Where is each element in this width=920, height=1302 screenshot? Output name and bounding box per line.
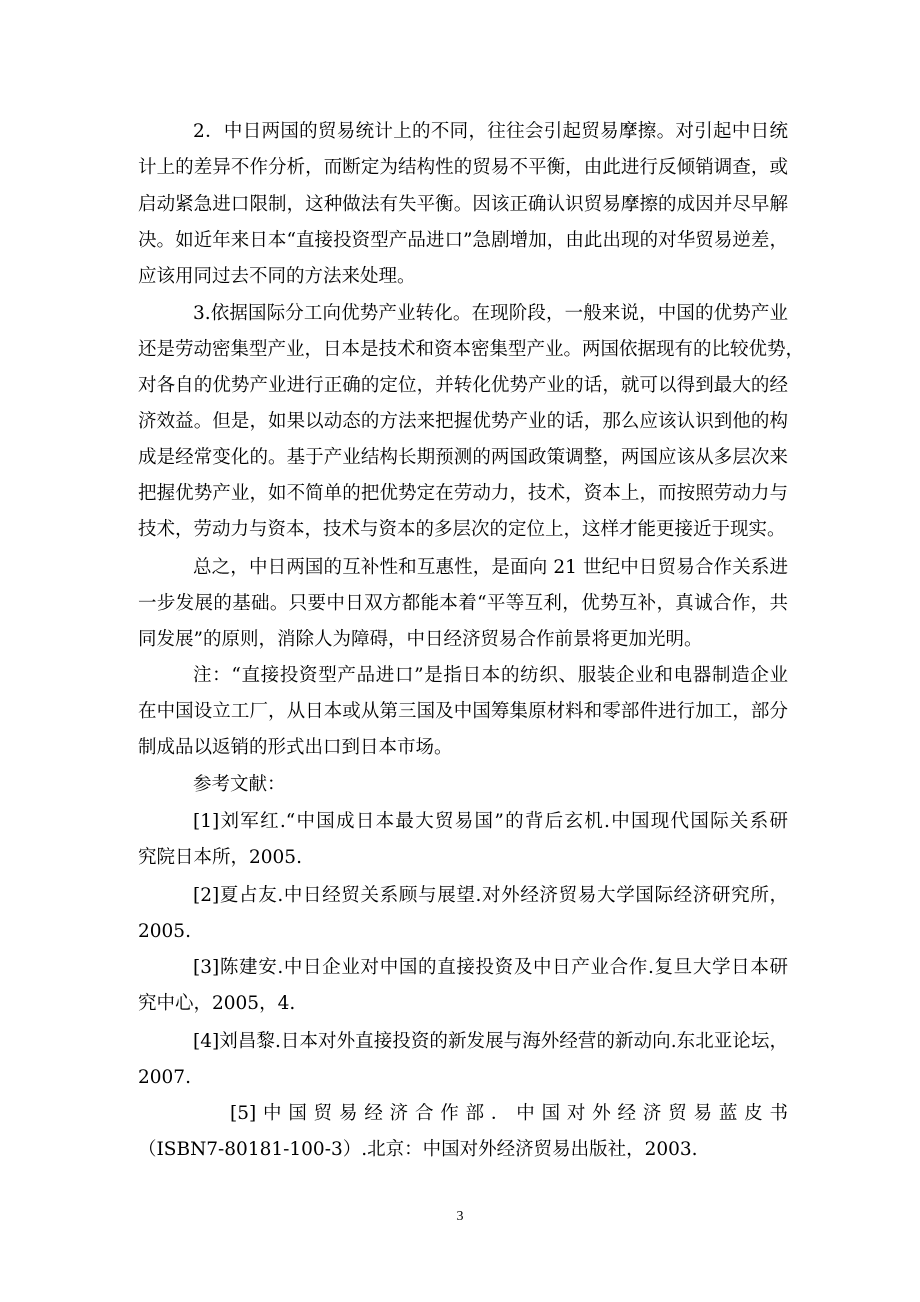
reference-5-line-2: （ISBN7-80181-100-3）.北京：中国对外经济贸易出版社，2003.: [138, 1139, 698, 1160]
summary-line-2: 一步发展的基础。只要中日双方都能本着“平等互利，优势互补，真诚合作，共: [138, 593, 788, 614]
paragraph-2-line-3: 启动紧急进口限制，这种做法有失平衡。因该正确认识贸易摩擦的成因并尽早解: [138, 194, 788, 215]
note-line-1: 注：“直接投资型产品进口”是指日本的纺织、服装企业和电器制造企业: [193, 665, 788, 686]
reference-3-line-2: 究中心，2005，4.: [138, 993, 296, 1014]
paragraph-3-line-7: 技术，劳动力与资本，技术与资本的多层次的定位上，这样才能更接近于现实。: [138, 519, 786, 540]
reference-1-line-2: 究院日本所，2005.: [138, 847, 302, 868]
summary-line-1: 总之，中日两国的互补性和互惠性，是面向 21 世纪中日贸易合作关系进: [193, 557, 788, 578]
reference-1-line-1: [1]刘军红.“中国成日本最大贸易国”的背后玄机.中国现代国际关系研: [193, 811, 788, 832]
paragraph-2-line-1: 2．中日两国的贸易统计上的不同，往往会引起贸易摩擦。对引起中日统: [193, 121, 788, 142]
references-heading: 参考文献：: [193, 774, 286, 795]
reference-4-line-2: 2007.: [138, 1067, 191, 1088]
reference-4-line-1: [4]刘昌黎.日本对外直接投资的新发展与海外经营的新动向.东北亚论坛，: [193, 1031, 788, 1052]
note-line-2: 在中国设立工厂，从日本或从第三国及中国筹集原材料和零部件进行加工，部分: [138, 701, 788, 722]
paragraph-3-line-6: 把握优势产业，如不简单的把优势定在劳动力，技术，资本上，而按照劳动力与: [138, 483, 788, 504]
paragraph-3-line-1: 3.依据国际分工向优势产业转化。在现阶段，一般来说，中国的优势产业: [193, 303, 788, 324]
paragraph-2-line-2: 计上的差异不作分析，而断定为结构性的贸易不平衡，由此进行反倾销调查，或: [138, 157, 788, 178]
paragraph-3-line-3: 对各自的优势产业进行正确的定位，并转化优势产业的话，就可以得到最大的经: [138, 375, 788, 396]
reference-2-line-2: 2005.: [138, 921, 191, 942]
page-number: 3: [456, 1209, 464, 1224]
paragraph-3-line-5: 成是经常变化的。基于产业结构长期预测的两国政策调整，两国应该从多层次来: [138, 447, 788, 468]
reference-5-line-1: [5]中国贸易经济合作部．中国对外经济贸易蓝皮书: [230, 1103, 788, 1124]
reference-3-line-1: [3]陈建安.中日企业对中国的直接投资及中日产业合作.复旦大学日本研: [193, 957, 788, 978]
paragraph-2-line-4: 决。如近年来日本“直接投资型产品进口”急剧增加，由此出现的对华贸易逆差，: [138, 230, 788, 251]
paragraph-3-line-4: 济效益。但是，如果以动态的方法来把握优势产业的话，那么应该认识到他的构: [138, 411, 788, 432]
note-line-3: 制成品以返销的形式出口到日本市场。: [138, 737, 453, 758]
paragraph-2-line-5: 应该用同过去不同的方法来处理。: [138, 266, 416, 287]
summary-line-3: 同发展”的原则，消除人为障碍，中日经济贸易合作前景将更加光明。: [138, 629, 703, 650]
paragraph-3-line-2: 还是劳动密集型产业，日本是技术和资本密集型产业。两国依据现有的比较优势，: [138, 339, 805, 360]
reference-2-line-1: [2]夏占友.中日经贸关系顾与展望.对外经济贸易大学国际经济研究所，: [193, 885, 788, 906]
